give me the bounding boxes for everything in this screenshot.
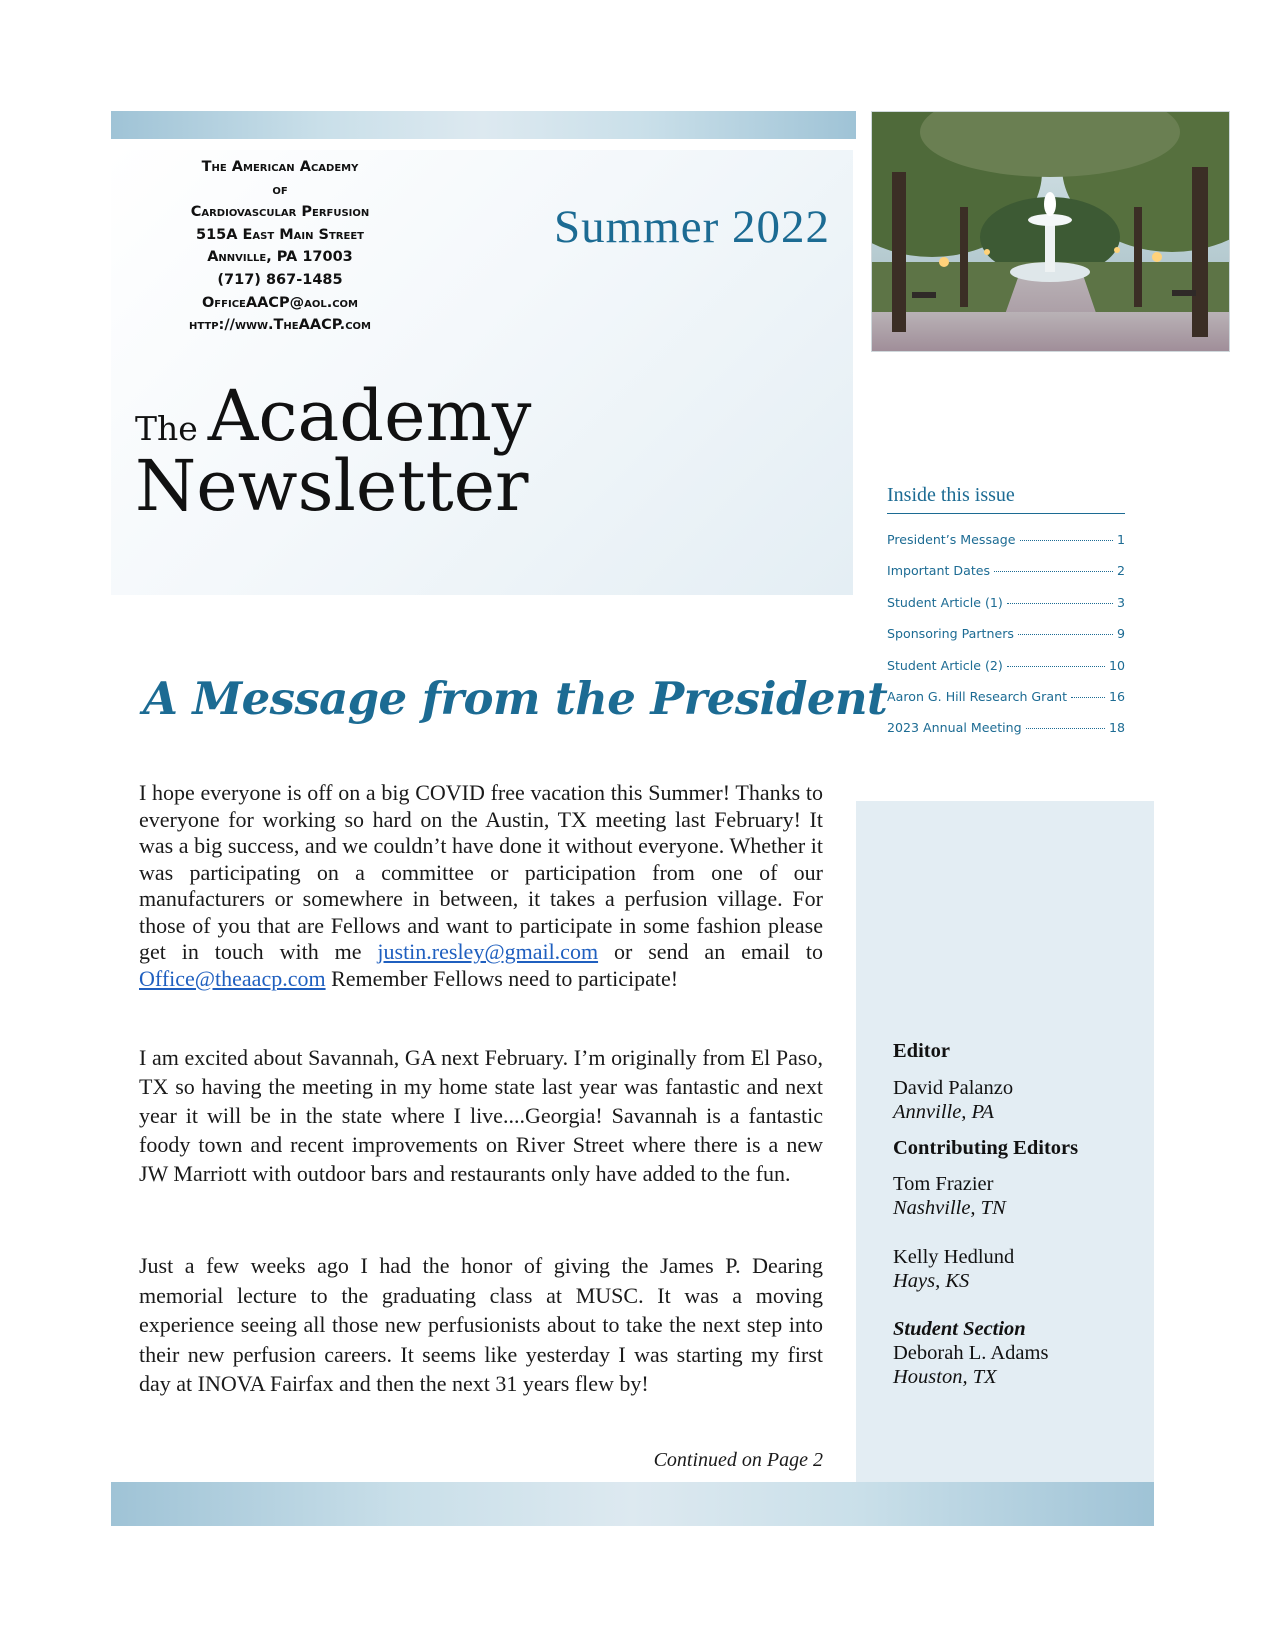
editor-name: David Palanzo [893, 1077, 1014, 1099]
org-street: 515A East Main Street [195, 226, 364, 243]
president-paragraph-1 [139, 780, 823, 992]
toc-item-page: 2 [1116, 563, 1125, 579]
toc-item-page: 16 [1108, 688, 1125, 704]
toc-leader [1007, 666, 1105, 667]
toc-item-page: 10 [1108, 657, 1125, 673]
para1-text-c: Remember Fellows need to participate! [325, 965, 679, 991]
toc-list [887, 532, 1125, 752]
student-section-name: Deborah L. Adams [893, 1342, 1049, 1364]
toc-item-page: 18 [1108, 720, 1125, 736]
org-email: OfficeAACP@aol.com [201, 294, 358, 311]
contributing-editor-1-name: Tom Frazier [893, 1173, 994, 1195]
toc-item-label: Sponsoring Partners [887, 626, 1014, 642]
masthead-academy: Academy [207, 375, 532, 457]
newsletter-masthead [135, 375, 531, 527]
bottom-decorative-band [111, 1482, 1154, 1526]
toc-leader [1020, 540, 1113, 541]
toc-item-label: Student Article (2) [887, 657, 1003, 673]
para1-text-a: I hope everyone is off on a big COVID free vacation this Summer! Thanks to everyone for working so hard on the Austin, TX meeting last February! It was a big success, and we couldn’t have done it without everyone. Whether it was participating on a committee or participation from one of our manufacturers or somewhere in between, it takes a perfusion village. For those of you that are Fellows and want to participate in some fashion please get in touch with me [139, 780, 823, 964]
student-section-heading: Student Section [893, 1318, 1026, 1340]
org-name-line-2: of [272, 181, 288, 198]
masthead-newsletter: Newsletter [135, 445, 529, 527]
top-decorative-band [111, 111, 856, 139]
contributing-editor-1-location: Nashville, TN [893, 1197, 1006, 1219]
organization-address-block [150, 156, 410, 337]
toc-item[interactable] [887, 563, 1125, 594]
toc-item[interactable] [887, 658, 1125, 689]
toc-item[interactable] [887, 595, 1125, 626]
toc-item-page: 1 [1116, 532, 1125, 547]
toc-item-label: 2023 Annual Meeting [887, 720, 1022, 736]
issue-date: Summer 2022 [553, 201, 830, 253]
toc-item[interactable] [887, 720, 1125, 751]
continued-note: Continued on Page 2 [653, 1449, 823, 1471]
toc-item-page: 3 [1116, 594, 1125, 610]
org-phone: (717) 867-1485 [217, 271, 343, 288]
toc-title: Inside this issue [887, 484, 1125, 514]
org-website: http://www.TheAACP.com [188, 317, 371, 334]
table-of-contents [887, 484, 1125, 752]
editor-heading: Editor [893, 1040, 950, 1062]
toc-item[interactable] [887, 689, 1125, 720]
email-link-office[interactable]: Office@theaacp.com [139, 965, 326, 991]
org-name-line-1: The American Academy [201, 159, 359, 175]
toc-item-page: 9 [1116, 626, 1125, 642]
student-section-location: Houston, TX [893, 1366, 997, 1388]
org-name-line-3: Cardiovascular Perfusion [190, 204, 370, 221]
toc-item-label: Aaron G. Hill Research Grant [887, 688, 1068, 704]
contributing-editor-2-name: Kelly Hedlund [893, 1246, 1015, 1268]
president-paragraph-3: Just a few weeks ago I had the honor of giving the James P. Dearing memorial lecture to the graduating class at MUSC. It was a moving experience seeing all those new perfusionists about to take the next step into their new perfusion careers. It seems like yesterday I was starting my first day at INOVA Fairfax and then the next 31 years flew by! [139, 1253, 823, 1396]
toc-leader [994, 571, 1113, 572]
editor-location: Annville, PA [893, 1101, 994, 1123]
toc-item-label: President’s Message [887, 532, 1016, 547]
park-fountain-photo [871, 111, 1230, 352]
masthead-the: The [135, 409, 198, 448]
toc-leader [1007, 603, 1113, 604]
toc-item-label: Important Dates [887, 563, 991, 579]
email-link-justin[interactable]: justin.resley@gmail.com [377, 939, 599, 964]
para1-text-b: or send an email to [598, 939, 823, 964]
president-message-heading: A Message from the President [143, 672, 888, 725]
toc-leader [1018, 634, 1113, 635]
org-city: Annville, PA 17003 [207, 249, 353, 266]
toc-item[interactable] [887, 532, 1125, 563]
contributing-editor-2-location: Hays, KS [893, 1270, 970, 1292]
toc-item-label: Student Article (1) [887, 594, 1003, 610]
toc-item[interactable] [887, 626, 1125, 657]
contributing-editors-heading: Contributing Editors [893, 1137, 1079, 1159]
president-paragraph-2: I am excited about Savannah, GA next February. I’m originally from El Paso, TX so having the meeting in my home state last year was fantastic and next year it will be in the state where I live....Georgia! Savannah is a fantastic foody town and recent improvements on River Street where there is a new JW Marriott with outdoor bars and restaurants only have added to the fun. [139, 1045, 823, 1186]
toc-leader [1026, 728, 1105, 729]
toc-leader [1071, 697, 1105, 698]
